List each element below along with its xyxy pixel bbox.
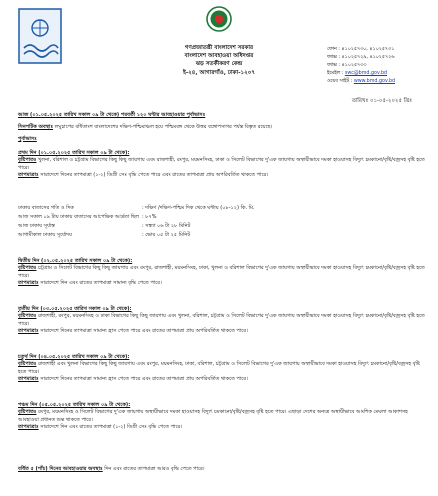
- outlook-text: দিন এবং রাতের তাপমাত্রা আরও বৃদ্ধি পেতে পারে।: [102, 466, 205, 472]
- contact-block: [327, 46, 435, 86]
- phone-line: ফোন : ৪১০২৫৭৩০, ৪১০২৫৭৩১: [327, 47, 395, 52]
- day-rainfall: [18, 313, 428, 328]
- day-rainfall: [18, 157, 428, 172]
- stat-label: আজ ঢাকায় সূর্যাস্ত: [18, 223, 55, 229]
- day-5-section: [18, 402, 428, 432]
- rainfall-text: চট্টগ্রাম ও সিলেট বিভাগের কিছু কিছু জায়গায় এবং রংপুর, রাজশাহী, ময়মনসিংহ, ঢাকা, খুলনা ও বরিশাল বিভাগের দু'এক জায়গায় অস্থায়ীভাবে দমকা হাওয়াসহ বিদ্যুৎ চমকানো/বৃষ্টি/বজ্রসহ বৃষ্টি হতে পারে।: [18, 265, 425, 279]
- day-4-section: [18, 354, 428, 384]
- temperature-label: তাপমাত্রাঃ: [18, 424, 39, 431]
- government-seal-icon: [206, 6, 232, 32]
- temperature-text: সারাদেশে দিন এবং রাতের তাপমাত্রা (১-২) ডিগ্রী সেঃ বৃদ্ধি পেতে পারে।: [38, 424, 183, 431]
- forecast-title-text: আজ (০১.০৫.২০২৫ তারিখ সকাল ০৯ টা থেকে) পরবর্তী ১২০ ঘন্টার আবহাওয়ার পূর্বাভাসঃ: [18, 112, 206, 118]
- day-temperature: [18, 328, 428, 335]
- rainfall-label: বৃষ্টিপাতঃ: [18, 409, 37, 416]
- day-3-section: [18, 306, 428, 336]
- stat-row: [18, 205, 428, 212]
- website-label: ওয়েব সাইট :: [327, 79, 354, 85]
- day-title: পঞ্চম দিন (০৫.০৫.২০২৫ তারিখ সকাল ০৯ টা থেকে):: [18, 402, 131, 408]
- day-temperature: [18, 376, 428, 383]
- bmd-logo-icon: [18, 8, 62, 64]
- stat-label: আগামীকাল ঢাকায় সূর্যোদয়: [18, 232, 73, 238]
- day-title: দ্বিতীয় দিন (০২.০৫.২০২৫ তারিখ সকাল ০৯ টা থেকে):: [18, 258, 133, 264]
- forecast-heading: [18, 136, 428, 143]
- temperature-text: সারাদেশে দিনের তাপমাত্রা সামান্য হ্রাস পেতে পারে এবং রাতের তাপমাত্রা প্রায় অপরিবর্তিত থাকতে পারে।: [38, 376, 248, 383]
- temperature-label: তাপমাত্রাঃ: [18, 280, 39, 287]
- stat-value: : ভোর ০৫ টা ২৫ মিনিট: [142, 232, 191, 238]
- outlook-label: বর্ধিত ৫ (পাঁচ) দিনের আবহাওয়ার অবস্থাঃ: [18, 466, 103, 472]
- organization-header: [110, 44, 328, 77]
- government-name: গণপ্রজাতন্ত্রী বাংলাদেশ সরকার: [184, 45, 254, 51]
- day-rainfall: [18, 265, 428, 280]
- temperature-label: তাপমাত্রাঃ: [18, 328, 39, 335]
- day-2-section: [18, 258, 428, 288]
- stat-row: [18, 214, 428, 221]
- day-title: তৃতীয় দিন (০৩.০৫.২০২৫ তারিখ সকাল ০৯ টা থেকে):: [18, 306, 132, 312]
- day-title: চতুর্থ দিন (০৪.০৫.২০২৫ তারিখ সকাল ০৯ টা থেকে):: [18, 354, 130, 360]
- rainfall-text: রাজশাহী, রংপুর, ময়মনসিংহ ও ঢাকা বিভাগের কিছু কিছু জায়গায় এবং খুলনা, বরিশাল, চট্টগ্রাম ও সিলেট বিভাগের দু'এক জায়গায় অস্থায়ীভাবে দমকা হাওয়াসহ বিদ্যুৎ চমকানো/বৃষ্টি/বজ্রসহ বৃষ্টি হতে পারে।: [18, 313, 425, 327]
- website-line: [327, 78, 435, 86]
- temperature-text: সারাদেশে দিনের তাপমাত্রা (১-২) ডিগ্রী সেঃ বৃদ্ধি পেতে পারে এবং রাতের তাপমাত্রা প্রায় অপরিবর্তিত থাকতে পারে।: [38, 172, 268, 179]
- day-temperature: [18, 280, 428, 287]
- day-temperature: [18, 172, 428, 179]
- forecast-heading-text: পূর্বাভাসঃ: [18, 136, 37, 142]
- department-name: বাংলাদেশ আবহাওয়া অধিদপ্তর: [184, 53, 254, 60]
- rainfall-label: বৃষ্টিপাতঃ: [18, 313, 37, 320]
- day-title: প্রথম দিন (০১.০৫.২০২৫ তারিখ সকাল ০৯ টা থেকে):: [18, 150, 130, 156]
- rainfall-label: বৃষ্টিপাতঃ: [18, 361, 37, 368]
- day-rainfall: [18, 361, 428, 376]
- rainfall-text: খুলনা, বরিশাল ও চট্টগ্রাম বিভাগের কিছু কিছু জায়গায় এবং রাজশাহী, রংপুর, ময়মনসিংহ, ঢাকা ও সিলেট বিভাগের দু'এক জায়গায় অস্থায়ীভাবে দমকা হাওয়াসহ বিদ্যুৎ চমকানো/বৃষ্টি/বজ্রসহ বৃষ্টি হতে পারে।: [18, 157, 425, 171]
- synoptic-section: [18, 124, 428, 131]
- stat-row: [18, 232, 428, 239]
- extended-outlook: [18, 466, 428, 473]
- rainfall-label: বৃষ্টিপাতঃ: [18, 157, 37, 164]
- synoptic-label: সিনপটিক অবস্থাঃ: [18, 124, 54, 130]
- email-label: ইমেইল :: [327, 71, 345, 77]
- stat-value: : সন্ধ্যা ০৬ টা ২৮ মিনিট: [142, 223, 191, 229]
- stat-label: ঢাকায় বাতাসের গতি ও দিক: [18, 205, 74, 211]
- stat-row: [18, 223, 428, 230]
- email-link[interactable]: swc@bmd.gov.bd: [344, 71, 388, 77]
- website-link[interactable]: www.bmd.gov.bd: [353, 79, 396, 85]
- temperature-text: সারাদেশে দিনের তাপমাত্রা সামান্য হ্রাস পেতে পারে এবং রাতের তাপমাত্রা প্রায় অপরিবর্তিত থাকতে পারে।: [38, 328, 248, 335]
- forecast-title: [18, 112, 428, 119]
- center-name: ঝড় সতর্কীকরণ কেন্দ্র: [195, 61, 243, 68]
- synoptic-text: লঘুচাপের বর্ধিতাংশ বাংলাদেশের দক্ষিণ-পশ্চিমাঞ্চল হয়ে পশ্চিমবঙ্গ থেকে উত্তর বঙ্গোপসাগর পর্যন্ত বিস্তৃত রয়েছে।: [53, 124, 273, 130]
- rainfall-text: রাজশাহী এবং খুলনা বিভাগের কিছু কিছু জায়গায় এবং রংপুর, ময়মনসিংহ, ঢাকা, বরিশাল, চট্টগ্রাম ও সিলেট বিভাগের দু'এক জায়গায় অস্থায়ীভাবে দমকা হাওয়াসহ বিদ্যুৎ চমকানো/বৃষ্টি/বজ্রসহ বৃষ্টি হতে পারে।: [18, 361, 420, 375]
- email-line: [327, 70, 435, 78]
- day-rainfall: [18, 409, 428, 424]
- rainfall-text: রংপুর, ময়মনসিংহ ও সিলেট বিভাগের দু'এক জায়গায় অস্থায়ীভাবে দমকা হাওয়াসহ বিদ্যুৎ চমকানো/বৃষ্টি/বজ্রসহ বৃষ্টি হতে পারে। এছাড়া দেশের অন্যত্র অস্থায়ীভাবে আংশিক মেঘলা আকাশসহ আবহাওয়া প্রধানত শুষ্ক থাকতে পারে।: [18, 409, 408, 423]
- bulletin-date: তারিখঃ ০১-০৫-২০২৫ খ্রিঃ: [351, 98, 412, 104]
- fax-line: ফ্যাক্স : ৪১০২৫৭২৯, ৪১০২৫৭২৬: [327, 55, 395, 61]
- temperature-label: তাপমাত্রাঃ: [18, 172, 39, 179]
- stat-value: : ৮৭%: [142, 214, 157, 220]
- fax-line-2: ফ্যাক্স : ৪১০২৫৭৩৩: [327, 63, 367, 69]
- temperature-text: সারাদেশে দিন এবং রাতের তাপমাত্রা সামান্য বৃদ্ধি পেতে পারে।: [38, 280, 162, 287]
- stat-value: : দক্ষিণ /দক্ষিণ-পশ্চিম দিক থেকে ঘন্টায় (০৮-১২) কি. মি.: [142, 205, 255, 211]
- stat-label: আজ সকাল ০৯ টায় ঢাকায় বাতাসের আপেক্ষিক আর্দ্রতা ছিল: [18, 214, 140, 220]
- temperature-label: তাপমাত্রাঃ: [18, 376, 39, 383]
- rainfall-label: বৃষ্টিপাতঃ: [18, 265, 37, 272]
- office-address: ই-২৪, আগারগাঁও, ঢাকা-১২০৭: [182, 69, 256, 76]
- day-temperature: [18, 424, 428, 431]
- day-1-section: [18, 150, 428, 180]
